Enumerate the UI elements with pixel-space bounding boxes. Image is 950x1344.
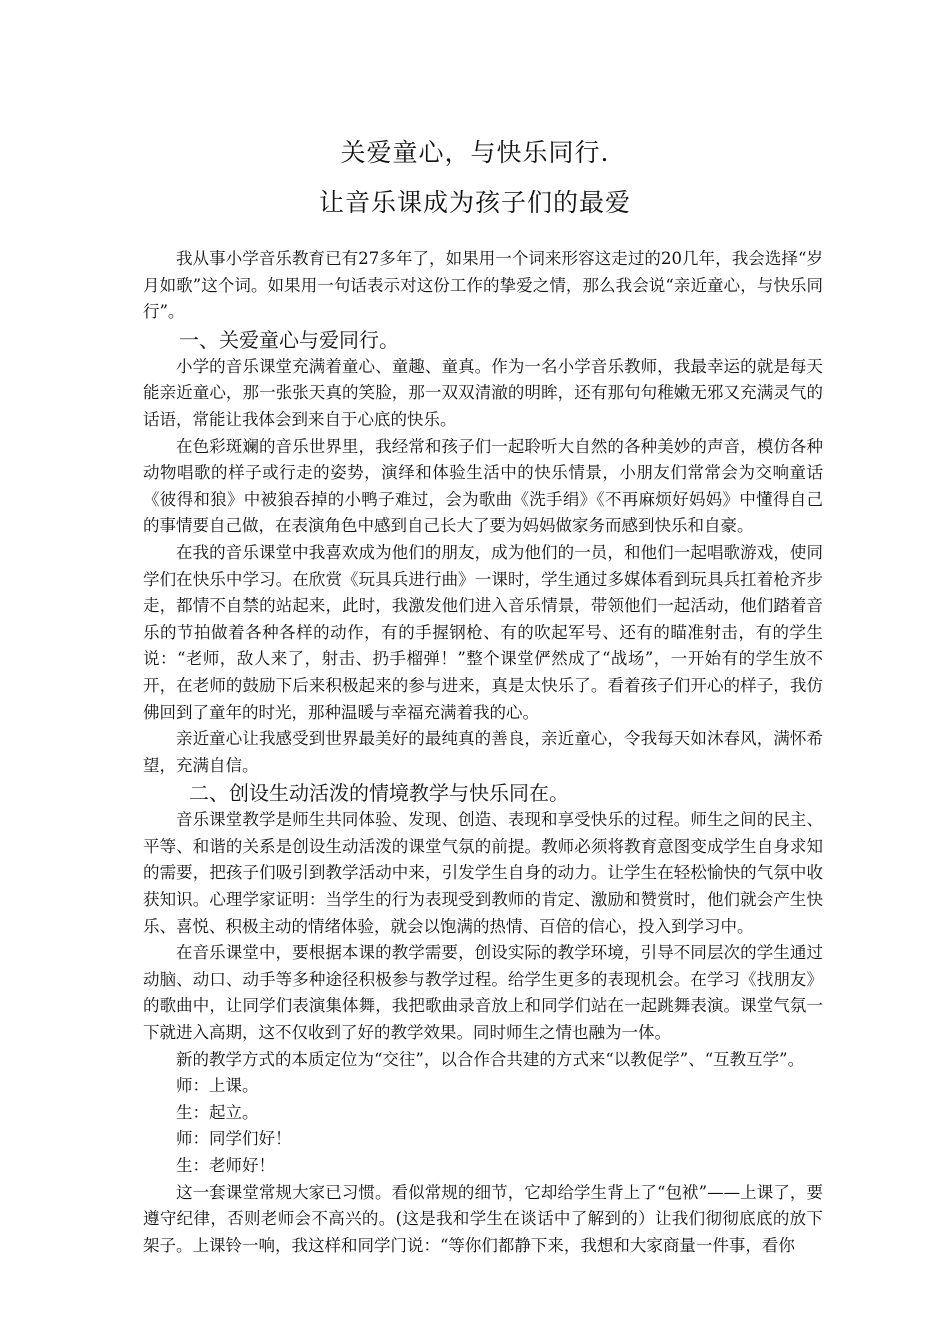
paragraph: 亲近童心让我感受到世界最美好的最纯真的善良，亲近童心，令我每天如沐春风，满怀希望，充满自信。: [143, 729, 823, 775]
dialog-line: 师：同学们好！: [176, 1129, 292, 1149]
section1-heading: 一、关爱童心与爱同行。: [179, 327, 399, 352]
dialog-line: 师：上课。: [176, 1076, 259, 1096]
paragraph: 新的教学方式的本质定位为“交往”，以合作合共建的方式来“以教促学”、“互教互学”。: [176, 1049, 805, 1069]
document-title-line2: 让音乐课成为孩子们的最爱: [318, 188, 631, 217]
paragraph: 小学的音乐课堂充满着童心、童趣、童真。作为一名小学音乐教师，我最幸运的就是每天能亲近童心，那一张张天真的笑脸，那一双双清澈的明眸，还有那句句稚嫩无邪又充满灵气的话语，常能让我体会到来自于心底的快乐。: [143, 356, 823, 429]
paragraph: 在我的音乐课堂中我喜欢成为他们的朋友，成为他们的一员，和他们一起唱歌游戏，使同学们在快乐中学习。在欣赏《玩具兵进行曲》一课时，学生通过多媒体看到玩具兵扛着枪齐步走，都情不自禁的站起来，此时，我激发他们进入音乐情景，带领他们一起活动，他们踏着音乐的节拍做着各种各样的动作，有的手握钢枪、有的吹起军号、还有的瞄准射击，有的学生说：“老师，敌人来了，射击、扔手榴弹！”整个课堂俨然成了“战场”，一开始有的学生放不开，在老师的鼓励下后来积极起来的参与进来，真是太快乐了。看着孩子们开心的样子，我仿佛回到了童年的时光，那种温暖与幸福充满着我的心。: [143, 542, 823, 722]
paragraph: 在色彩斑斓的音乐世界里，我经常和孩子们一起聆听大自然的各种美妙的声音，模仿各种动物唱歌的样子或行走的姿势，演绎和体验生活中的快乐情景，小朋友们常常会为交响童话《彼得和狼》中被狼吞掉的小鸭子难过，会为歌曲《洗手绢》《不再麻烦好妈妈》中懂得自己的事情要自己做，在表演角色中感到自己长大了要为妈妈做家务而感到快乐和自豪。: [143, 436, 823, 536]
paragraph: 音乐课堂教学是师生共同体验、发现、创造、表现和享受快乐的过程。师生之间的民主、平等、和谐的关系是创设生动活泼的课堂气氛的前提。教师必须将教育意图变成学生自身求知的需要，把孩子们吸引到教学活动中来，引发学生自身的动力。让学生在轻松愉快的气氛中收获知识。心理学家证明：当学生的行为表现受到教师的肯定、激励和赞赏时，他们就会产生快乐、喜悦、积极主动的情绪体验，就会以饱满的热情、百倍的信心，投入到学习中。: [143, 810, 823, 936]
closing-paragraph: 这一套课堂常规大家已习惯。看似常规的细节，它却给学生背上了“包袱”——上课了，要遵守纪律，否则老师会不高兴的。(这是我和学生在谈话中了解到的）让我们彻彻底底的放下架子。上课铃一响，我这样和同学门说：“等你们都静下来，我想和大家商量一件事，看你: [143, 1182, 823, 1255]
section2-heading: 二、创设生动活泼的情境教学与快乐同在。: [189, 781, 569, 806]
dialog-line: 生：起立。: [176, 1102, 259, 1122]
dialog-line: 生：老师好！: [176, 1156, 275, 1175]
document-title-line1: 关爱童心，与快乐同行.: [340, 138, 610, 167]
paragraph: 在音乐课堂中，要根据本课的教学需要，创设实际的教学环境，引导不同层次的学生通过动脑、动口、动手等多种途径积极参与教学过程。给学生更多的表现机会。在学习《找朋友》的歌曲中，让同学们表演集体舞，我把歌曲录音放上和同学们站在一起跳舞表演。课堂气氛一下就进入高期，这不仅收到了好的教学效果。同时师生之情也融为一体。: [143, 943, 823, 1043]
intro-paragraph: 我从事小学音乐教育已有27多年了，如果用一个词来形容这走过的20几年，我会选择“岁月如歌”这个词。如果用一句话表示对这份工作的挚爱之情，那么我会说“亲近童心，与快乐同行”。: [143, 249, 823, 322]
document-body: [143, 246, 823, 1259]
